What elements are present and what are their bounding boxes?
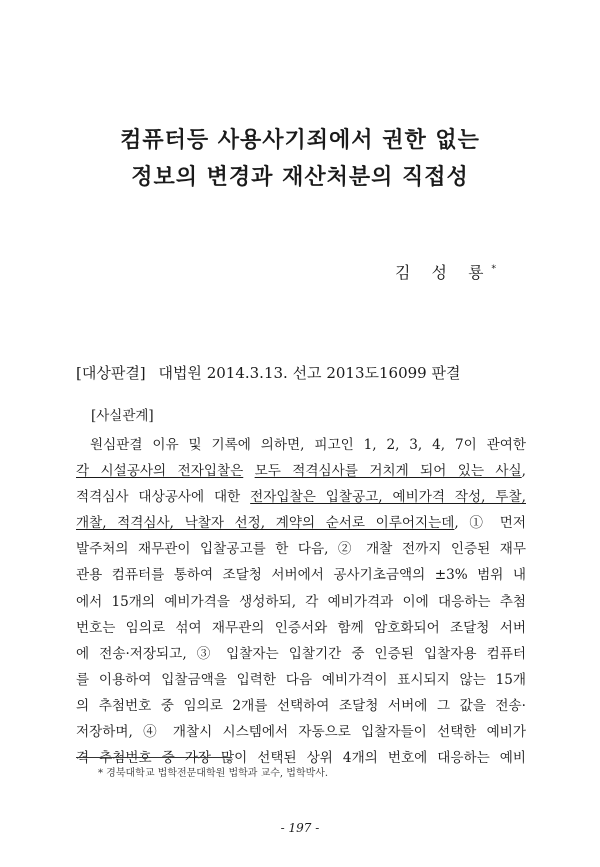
article-title-line-2: 정보의 변경과 재산처분의 직접성 xyxy=(131,164,469,190)
body-line: 의 추첨번호 중 임의로 2개를 선택하여 조달청 서버에 그 값을 전송· xyxy=(76,697,526,714)
section-heading: [사실관계] xyxy=(91,408,154,424)
body-line: 에서 15개의 예비가격을 생성하되, 각 예비가격과 이에 대응하는 추첨 xyxy=(76,593,526,610)
case-label: [대상판결] xyxy=(76,364,146,382)
body-line xyxy=(76,458,526,484)
body-line: 격 추첨번호 중 가장 많이 선택된 상위 4개의 번호에 대응하는 예비 xyxy=(76,750,526,767)
author-footnote-mark: * xyxy=(491,264,496,275)
body-line xyxy=(76,484,526,510)
body-line xyxy=(76,510,526,536)
title-block xyxy=(0,122,600,196)
case-citation: 대법원 2014.3.13. 선고 2013도16099 판결 xyxy=(158,364,461,382)
article-title-line-1: 컴퓨터등 사용사기죄에서 권한 없는 xyxy=(120,127,480,153)
underlined-text: 개찰, 적격심사, 낙찰자 선정, 계약의 순서로 이루어지는데 xyxy=(76,515,455,532)
underlined-text: 모두 적격심사를 거치게 되어 있는 사실 xyxy=(254,463,522,480)
footnote: * 경북대학교 법학전문대학원 법학과 교수, 법학박사. xyxy=(98,768,329,779)
body-line: 에 전송·저장되고, ③ 입찰자는 입찰기간 중 인증된 입찰자용 컴퓨터 xyxy=(76,645,526,662)
body-line: 관용 컴퓨터를 통하여 조달청 서버에서 공사기초금액의 ±3% 범위 내 xyxy=(76,567,526,584)
body-line: 를 이용하여 입찰금액을 입력한 다음 예비가격이 표시되지 않는 15개 xyxy=(76,671,526,688)
body-line: 저장하며, ④ 개찰시 시스템에서 자동으로 입찰자들이 선택한 예비가 xyxy=(76,724,526,741)
body-line: 발주처의 재무관이 입찰공고를 한 다음, ② 개찰 전까지 인증된 재무 xyxy=(76,541,526,558)
page-number: - 197 - xyxy=(280,821,320,835)
author xyxy=(395,260,496,283)
underlined-text: 각 시설공사의 전자입찰은 xyxy=(76,463,244,480)
body-text-segment: 적격심사 대상공사에 대한 xyxy=(76,489,251,506)
body-line: 원심판결 이유 및 기록에 의하면, 피고인 1, 2, 3, 4, 7이 관여한 xyxy=(90,437,526,453)
case-reference xyxy=(76,362,460,383)
body-text-segment: , xyxy=(521,463,526,480)
body-text xyxy=(76,432,526,771)
footnote-divider xyxy=(76,757,232,758)
author-name: 김 성 룡 xyxy=(394,263,492,282)
body-text-segment: , ① 먼저 xyxy=(454,515,526,532)
underlined-text: 전자입찰은 입찰공고, 예비가격 작성, 투찰, xyxy=(250,489,526,506)
body-line: 번호는 임의로 섞여 재무관의 인증서와 함께 암호화되어 조달청 서버 xyxy=(76,619,526,636)
